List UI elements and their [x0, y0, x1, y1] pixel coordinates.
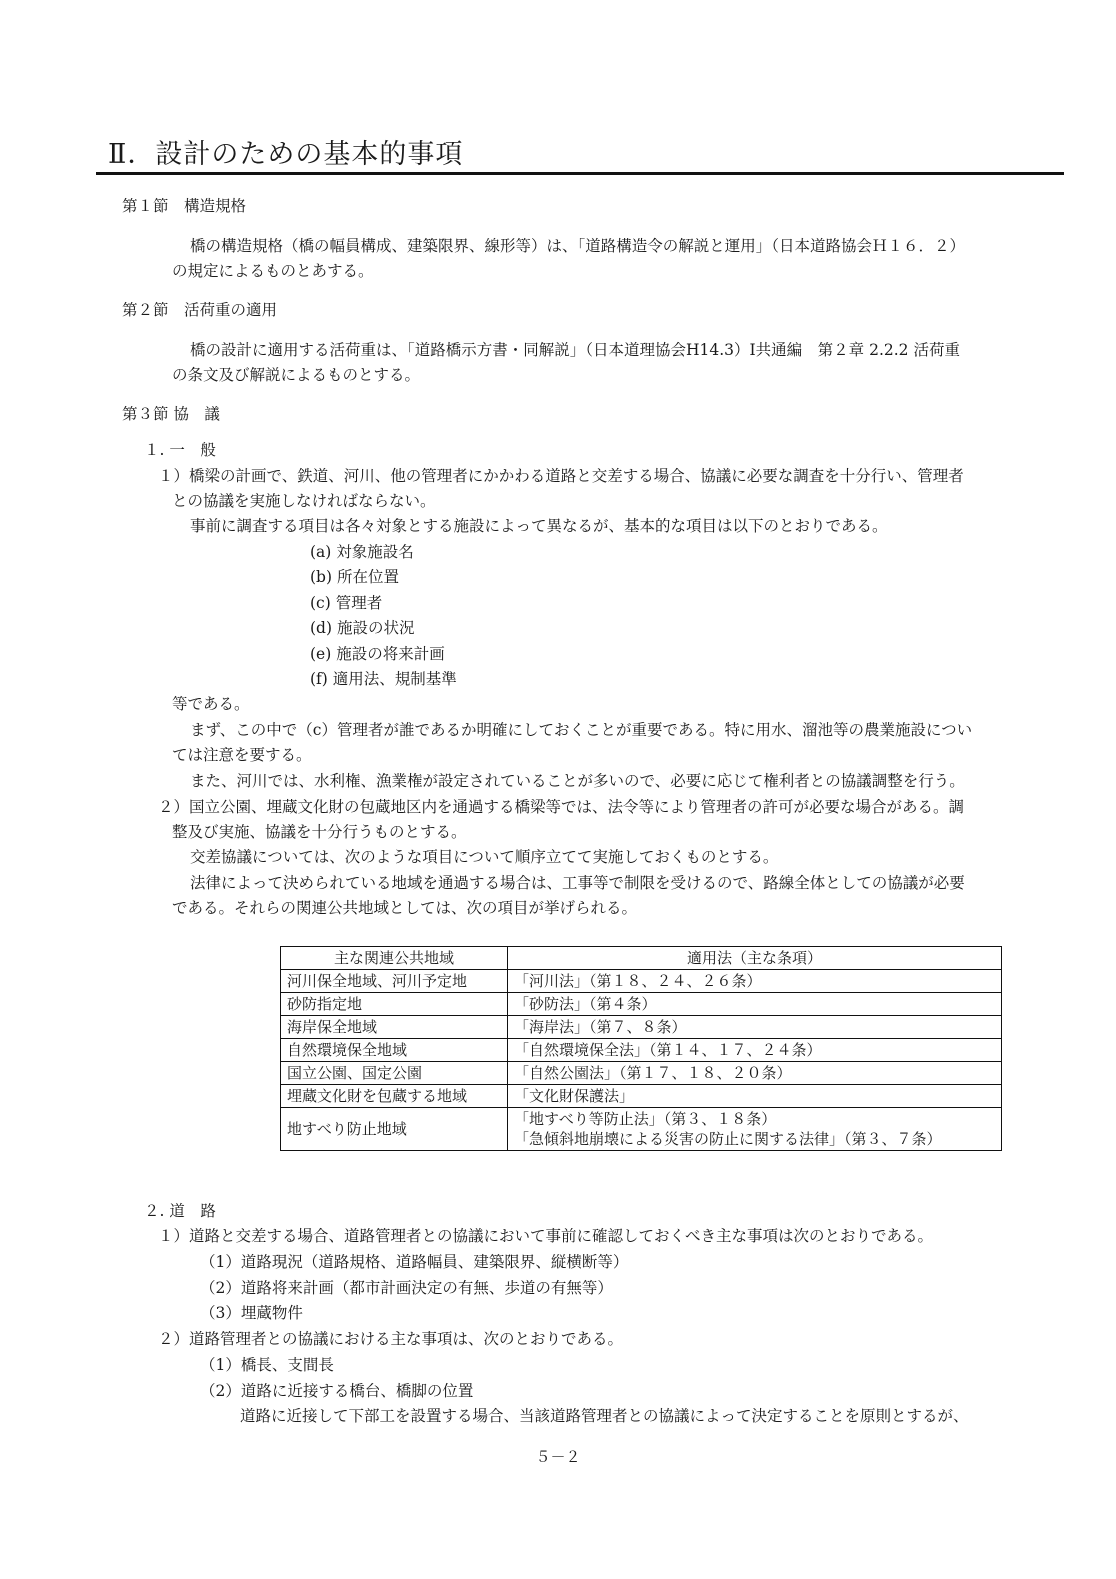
road-item-1-sub-3: （3）埋蔵物件	[200, 1304, 303, 1322]
table-cell-law: 「砂防法」（第４条）	[508, 993, 1002, 1016]
general-item-1-line-1: １）橋梁の計画で、鉄道、河川、他の管理者にかかわる道路と交差する場合、協議に必要な調査を十分行い、管理者	[158, 467, 964, 485]
table-header-law: 適用法（主な条項）	[508, 947, 1002, 970]
table-row	[281, 993, 1002, 1016]
section-2-paragraph-line-1: 橋の設計に適用する活荷重は、「道路橋示方書・同解説」（日本道理協会H14.3）Ⅰ共通編 第２章 2.2.2 活荷重	[190, 341, 960, 359]
general-item-1-line-3: 事前に調査する項目は各々対象とする施設によって異なるが、基本的な項目は以下のとおりである。	[190, 517, 888, 535]
table-row	[281, 970, 1002, 993]
section-1-paragraph-line-2: の規定によるものとあする。	[172, 262, 374, 280]
table-cell-area: 砂防指定地	[281, 993, 508, 1016]
survey-item-f: (f) 適用法、規制基準	[310, 670, 457, 688]
survey-item-c: (c) 管理者	[310, 594, 383, 612]
general-item-2-line-2: 整及び実施、協議を十分行うものとする。	[172, 823, 467, 841]
subsection-road-heading: ２. 道 路	[144, 1202, 216, 1220]
general-item-1-line-4: 等である。	[172, 695, 250, 713]
survey-item-d: (d) 施設の状況	[310, 619, 415, 637]
road-item-2-sub-2: （2）道路に近接する橋台、橋脚の位置	[200, 1382, 474, 1400]
table-cell-law: 「自然環境保全法」（第１４、１７、２４条）	[508, 1039, 1002, 1062]
general-item-1-line-6: ては注意を要する。	[172, 746, 312, 764]
general-item-2-line-1: ２）国立公園、埋蔵文化財の包蔵地区内を通過する橋梁等では、法令等により管理者の許可が必要な場合がある。調	[158, 798, 965, 816]
section-1-paragraph-line-1: 橋の構造規格（橋の幅員構成、建築限界、線形等）は、「道路構造令の解説と運用」（日本道路協会Ｈ１６．２）	[190, 237, 966, 255]
subsection-general-heading: １. 一 般	[144, 441, 216, 459]
table-cell-law-line-2: 「急傾斜地崩壊による災害の防止に関する法律」（第３、７条）	[514, 1130, 942, 1148]
section-2-paragraph-line-2: の条文及び解説によるものとする。	[172, 366, 421, 384]
table-header-row	[281, 947, 1002, 970]
regulations-table	[280, 946, 1002, 1151]
table-cell-area: 自然環境保全地域	[281, 1039, 508, 1062]
table-row	[281, 1108, 1002, 1151]
table-row	[281, 1062, 1002, 1085]
table-cell-area: 河川保全地域、河川予定地	[281, 970, 508, 993]
table-row	[281, 1016, 1002, 1039]
section-1-heading: 第１節 構造規格	[122, 197, 247, 215]
road-item-1-sub-2: （2）道路将来計画（都市計画決定の有無、歩道の有無等）	[200, 1279, 613, 1297]
general-item-1-line-7: また、河川では、水利権、漁業権が設定されていることが多いので、必要に応じて権利者との協議調整を行う。	[190, 772, 965, 790]
table-cell-law: 「河川法」（第１８、２４、２６条）	[508, 970, 1002, 993]
general-item-2-line-4: 法律によって決められている地域を通過する場合は、工事等で制限を受けるので、路線全体としての協議が必要	[190, 874, 965, 892]
general-item-2-line-3: 交差協議については、次のような項目について順序立てて実施しておくものとする。	[190, 848, 779, 866]
section-2-heading: 第２節 活荷重の適用	[122, 301, 278, 319]
table-cell-area: 埋蔵文化財を包蔵する地域	[281, 1085, 508, 1108]
table-cell-area: 海岸保全地域	[281, 1016, 508, 1039]
general-item-1-line-5: まず、この中で（c）管理者が誰であるか明確にしておくことが重要である。特に用水、溜池等の農業施設につい	[190, 721, 973, 739]
table-cell-area: 地すべり防止地域	[281, 1108, 508, 1151]
road-item-2: ２）道路管理者との協議における主な事項は、次のとおりである。	[158, 1330, 624, 1348]
table-cell-law: 「海岸法」（第７、８条）	[508, 1016, 1002, 1039]
table-cell-area: 国立公園、国定公園	[281, 1062, 508, 1085]
general-item-2-line-5: である。それらの関連公共地域としては、次の項目が挙げられる。	[172, 899, 638, 917]
table-cell-law-line-1: 「地すべり等防止法」（第３、１８条）	[514, 1110, 777, 1128]
table-cell-law: 「自然公園法」（第１７、１８、２０条）	[508, 1062, 1002, 1085]
table-cell-law: 「文化財保護法」	[508, 1085, 1002, 1108]
table-header-area: 主な関連公共地域	[281, 947, 508, 970]
section-3-heading: 第３節 協 議	[122, 405, 220, 423]
survey-item-b: (b) 所在位置	[310, 568, 399, 586]
table-cell-law	[508, 1108, 1002, 1151]
road-item-1-sub-1: （1）道路現況（道路規格、道路幅員、建築限界、縦横断等）	[200, 1253, 629, 1271]
road-item-1: １）道路と交差する場合、道路管理者との協議において事前に確認しておくべき主な事項は次のとおりである。	[158, 1227, 934, 1245]
survey-item-e: (e) 施設の将来計画	[310, 645, 445, 663]
page-number: ５－２	[535, 1448, 581, 1466]
table-row	[281, 1039, 1002, 1062]
title-underline	[96, 172, 1064, 175]
general-item-1-line-2: との協議を実施しなければならない。	[172, 492, 436, 510]
road-item-2-sub-1: （1）橋長、支間長	[200, 1356, 334, 1374]
road-item-2-note: 道路に近接して下部工を設置する場合、当該道路管理者との協議によって決定することを原則とするが、	[240, 1407, 969, 1425]
page-title: Ⅱ．設計のための基本的事項	[108, 139, 464, 170]
table-row	[281, 1085, 1002, 1108]
survey-item-a: (a) 対象施設名	[310, 543, 414, 561]
